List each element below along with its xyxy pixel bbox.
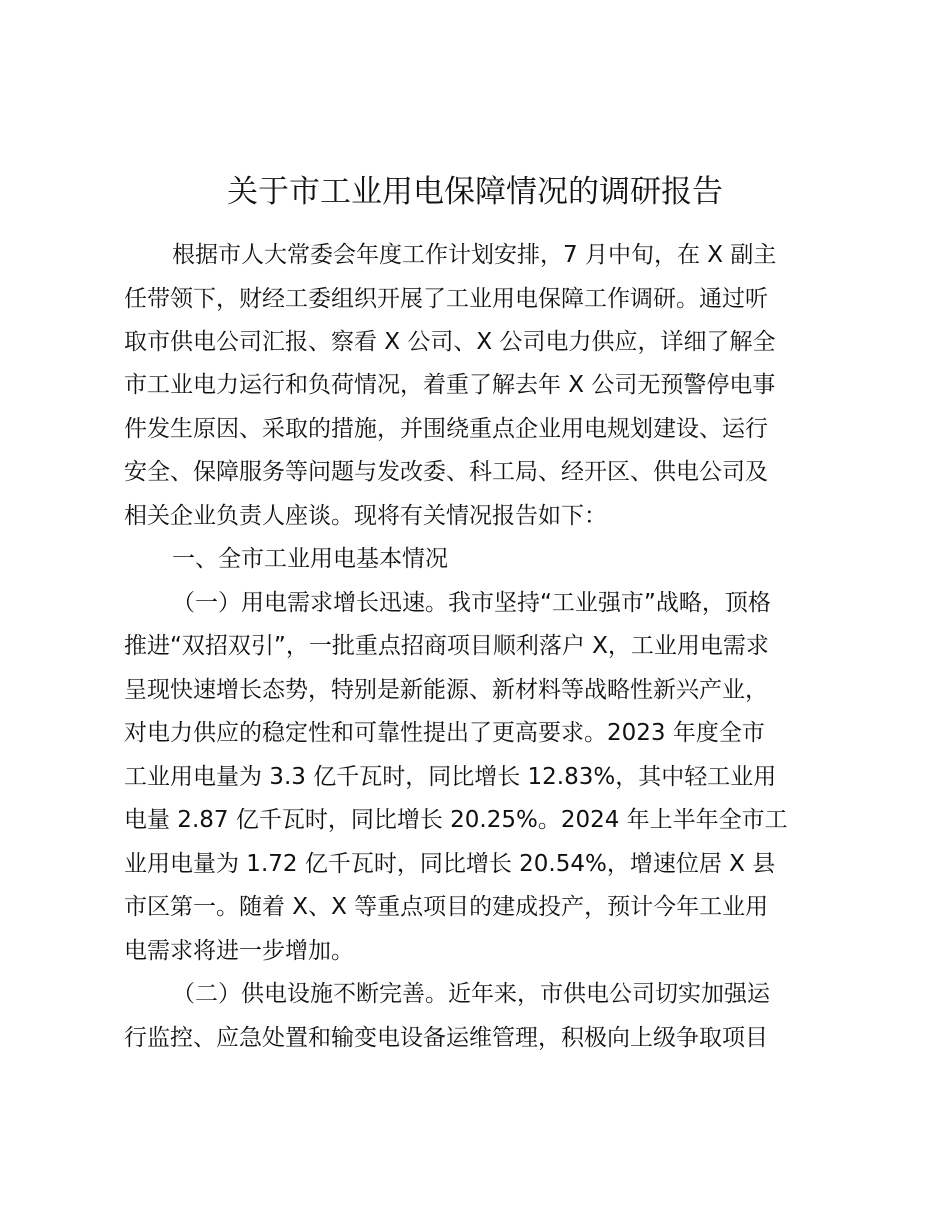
- paragraph-line: 呈现快速增长态势，特别是新能源、新材料等战略性新兴产业，: [124, 677, 768, 703]
- paragraph-line: 工业用电量为 3.3 亿千瓦时，同比增长 12.83%，其中轻工业用: [124, 764, 777, 790]
- paragraph-line: 推进“双招双引”，一批重点招商项目顺利落户 X，工业用电需求: [124, 633, 769, 659]
- document-title: 关于市工业用电保障情况的调研报告: [227, 174, 723, 210]
- paragraph-line: 行监控、应急处置和输变电设备运维管理，积极向上级争取项目: [124, 1025, 768, 1051]
- paragraph-line: （一）用电需求增长迅速。我市坚持“工业强市”战略，顶格: [172, 590, 771, 616]
- paragraph-line: 业用电量为 1.72 亿千瓦时，同比增长 20.54%，增速位居 X 县: [124, 851, 776, 877]
- paragraph-line: 市区第一。随着 X、X 等重点项目的建成投产，预计今年工业用: [124, 894, 769, 920]
- paragraph-line: 根据市人大常委会年度工作计划安排，7 月中旬，在 X 副主: [172, 242, 777, 268]
- paragraph-line: 安全、保障服务等问题与发改委、科工局、经开区、供电公司及: [124, 459, 768, 485]
- paragraph-line: 对电力供应的稳定性和可靠性提出了更高要求。2023 年度全市: [124, 720, 765, 746]
- paragraph-line: 任带领下，财经工委组织开展了工业用电保障工作调研。通过听: [124, 286, 768, 312]
- paragraph-line: 取市供电公司汇报、察看 X 公司、X 公司电力供应，详细了解全: [124, 329, 776, 355]
- paragraph-line: 市工业电力运行和负荷情况，着重了解去年 X 公司无预警停电事: [124, 372, 776, 398]
- section-heading: 一、全市工业用电基本情况: [172, 546, 448, 572]
- paragraph-line: 相关企业负责人座谈。现将有关情况报告如下：: [124, 503, 607, 529]
- paragraph-line: 电量 2.87 亿千瓦时，同比增长 20.25%。2024 年上半年全市工: [124, 807, 788, 833]
- paragraph-line: 电需求将进一步增加。: [124, 938, 354, 964]
- paragraph-line: （二）供电设施不断完善。近年来，市供电公司切实加强运: [172, 981, 770, 1007]
- paragraph-line: 件发生原因、采取的措施，并围绕重点企业用电规划建设、运行: [124, 416, 768, 442]
